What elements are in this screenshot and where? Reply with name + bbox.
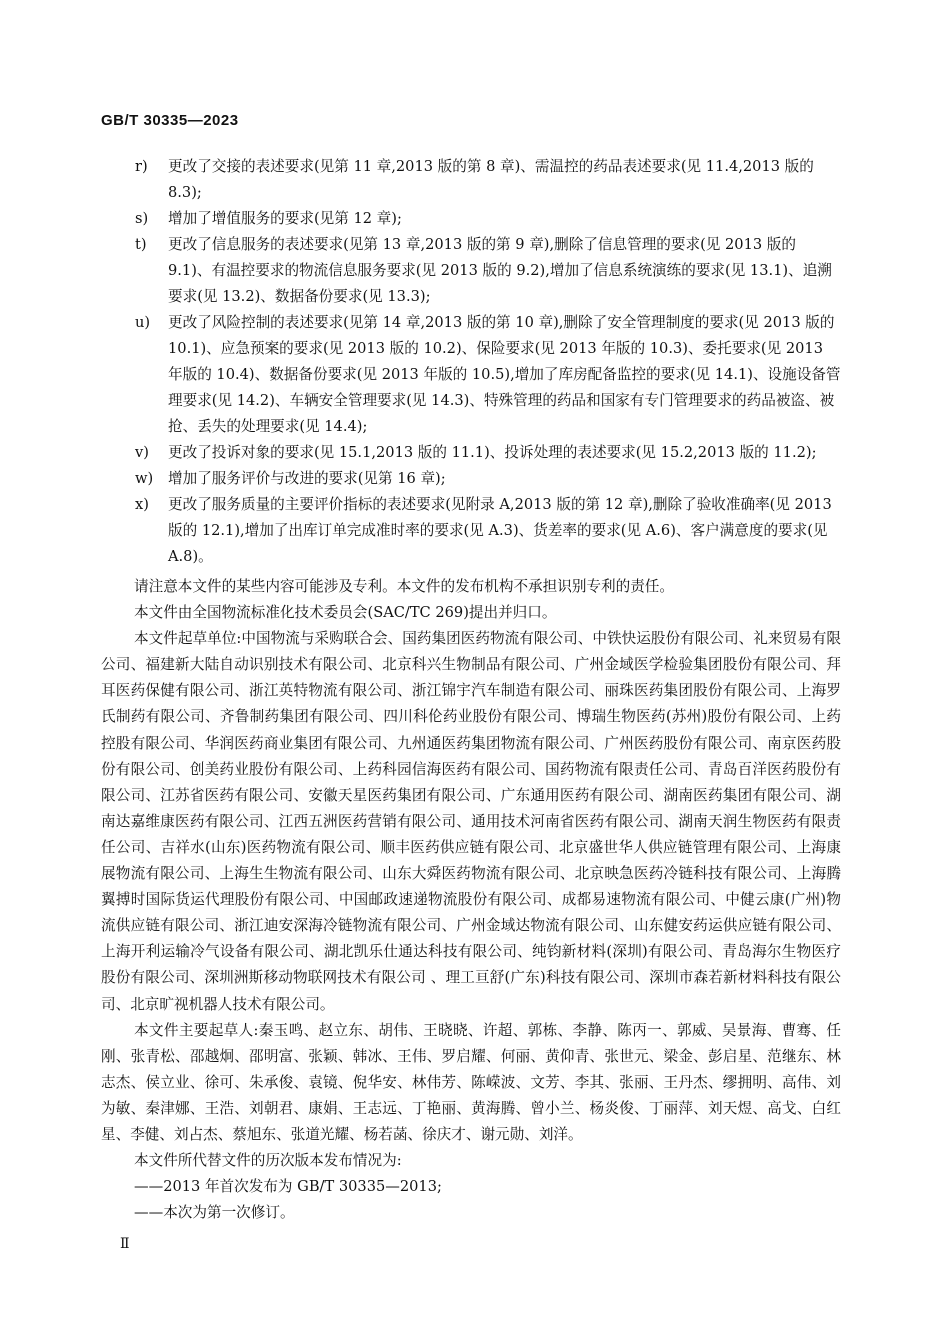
history-intro: 本文件所代替文件的历次版本发布情况为:: [134, 1152, 402, 1170]
item-text: 更改了风险控制的表述要求(见第 14 章,2013 版的第 10 章),删除了安全管理制度的要求(见 2013 版的 10.1)、应急预案的要求(见 2013 版的 10.2)、保险要求(见 2013 年版的 10.3)、委托要求(见 2013 年版的 10.4)、数据备份要求(见 2013 年版的 10.5),增加了库房配备监控的要求(见 14.1)、设施设备管理要求(见 14.2)、车辆安全管理要求(见 14.3)、特殊管理的药品和国家有专门管理要求的药品被盗、被抢、丢失的处理要求(见 14.4);: [168, 314, 841, 435]
list-item: [101, 492, 841, 570]
body-paragraphs: [101, 574, 841, 1226]
item-label: u): [135, 314, 151, 331]
item-label: s): [135, 210, 149, 227]
history-item: ——本次为第一次修订。: [134, 1204, 295, 1222]
main-drafters: 本文件主要起草人:秦玉鸣、赵立东、胡伟、王晓晓、许超、郭栋、李静、陈丙一、郭威、吴景海、曹骞、任刚、张青松、邵越炯、邵明富、张颖、韩冰、王伟、罗启耀、何丽、黄仰青、张世元、梁金、彭启星、范继东、林志杰、侯立业、徐可、朱承俊、袁镜、倪华安、林伟芳、陈嵘波、文芳、李其、张丽、王丹杰、缪拥明、高伟、刘为敏、秦津娜、王浩、刘朝君、康娟、王志远、丁艳丽、黄海腾、曾小兰、杨炎俊、丁丽萍、刘天煜、高戈、白红星、李健、刘占杰、蔡旭东、张道光耀、杨若菡、徐庆才、谢元勋、刘洋。: [101, 1021, 841, 1143]
patent-notice: 请注意本文件的某些内容可能涉及专利。本文件的发布机构不承担识别专利的责任。: [134, 578, 674, 595]
list-item: [101, 310, 841, 440]
list-item: [101, 154, 841, 206]
item-text: 增加了服务评价与改进的要求(见第 16 章);: [168, 470, 446, 487]
list-item: [101, 232, 841, 310]
list-item: [101, 466, 841, 492]
drafting-units: 本文件起草单位:中国物流与采购联合会、国药集团医药物流有限公司、中铁快运股份有限公司、礼来贸易有限公司、福建新大陆自动识别技术有限公司、北京科兴生物制品有限公司、广州金域医学检验集团股份有限公司、拜耳医药保健有限公司、浙江英特物流有限公司、浙江锦宇汽车制造有限公司、丽珠医药集团股份有限公司、上海罗氏制药有限公司、齐鲁制药集团有限公司、四川科伦药业股份有限公司、博瑞生物医药(苏州)股份有限公司、上药控股有限公司、华润医药商业集团有限公司、九州通医药集团物流有限公司、广州医药股份有限公司、南京医药股份有限公司、创美药业股份有限公司、上药科园信海医药有限公司、国药物流有限责任公司、青岛百洋医药股份有限公司、江苏省医药有限公司、安徽天星医药集团有限公司、广东通用医药有限公司、湖南医药集团有限公司、湖南达嘉维康医药有限公司、江西五洲医药营销有限公司、通用技术河南省医药有限公司、湖南天润生物医药有限责任公司、吉祥水(山东)医药物流有限公司、顺丰医药供应链有限公司、北京盛世华人供应链管理有限公司、上海康展物流有限公司、上海生生物流有限公司、山东大舜医药物流有限公司、北京映急医药冷链科技有限公司、上海腾翼搏时国际货运代理股份有限公司、中国邮政速递物流股份有限公司、成都易速物流有限公司、中健云康(广州)物流供应链有限公司、浙江迪安深海冷链物流有限公司、广州金域达物流有限公司、山东健安药运供应链有限公司、上海开利运输冷气设备有限公司、湖北凯乐仕通达科技有限公司、纯钧新材料(深圳)有限公司、青岛海尔生物医疗股份有限公司、深圳洲斯移动物联网技术有限公司 、理工亘舒(广东)科技有限公司、深圳市森若新材料科技有限公司、北京旷视机器人技术有限公司。: [101, 630, 841, 1013]
item-text: 增加了增值服务的要求(见第 12 章);: [168, 210, 402, 227]
page-number: Ⅱ: [120, 1236, 130, 1252]
item-text: 更改了信息服务的表述要求(见第 13 章,2013 版的第 9 章),删除了信息管理的要求(见 2013 版的 9.1)、有温控要求的物流信息服务要求(见 2013 版的 9.2),增加了信息系统演练的要求(见 13.1)、追溯要求(见 13.2)、数据备份要求(见 13.3);: [168, 236, 832, 305]
history-item: ——2013 年首次发布为 GB/T 30335—2013;: [134, 1178, 442, 1196]
list-item: [101, 440, 841, 466]
proposer-statement: 本文件由全国物流标准化技术委员会(SAC/TC 269)提出并归口。: [134, 604, 557, 622]
item-text: 更改了交接的表述要求(见第 11 章,2013 版的第 8 章)、需温控的药品表述要求(见 11.4,2013 版的 8.3);: [168, 158, 814, 201]
list-item: [101, 206, 841, 232]
change-list: [101, 154, 841, 570]
item-text: 更改了投诉对象的要求(见 15.1,2013 版的 11.1)、投诉处理的表述要求(见 15.2,2013 版的 11.2);: [168, 444, 817, 461]
item-label: t): [135, 236, 147, 253]
item-label: v): [135, 444, 149, 461]
item-label: r): [135, 158, 148, 175]
item-label: w): [135, 470, 154, 487]
item-label: x): [135, 496, 149, 513]
item-text: 更改了服务质量的主要评价指标的表述要求(见附录 A,2013 版的第 12 章),删除了验收准确率(见 2013 版的 12.1),增加了出库订单完成准时率的要求(见 A.3)、货差率的要求(见 A.6)、客户满意度的要求(见 A.8)。: [168, 496, 832, 565]
standard-number: GB/T 30335—2023: [101, 112, 239, 129]
